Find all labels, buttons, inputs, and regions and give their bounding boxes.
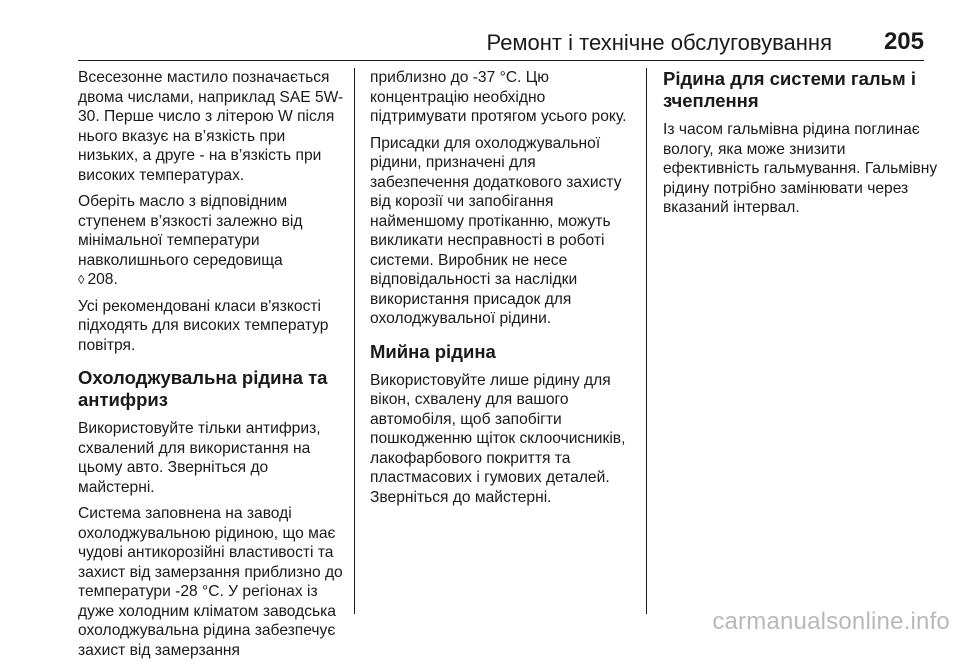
watermark: carmanualsonline.info xyxy=(712,608,950,635)
oil-viscosity-paragraph: Всесезонне мастило позначається двома числами, наприклад SAE 5W-30. Перше число з літерою W після нього вказує на в’язкість при низьких, а друге - на в’язкість при високих температурах. xyxy=(78,69,344,184)
concentration-paragraph: приблизно до -37 °С. Цю концентрацію необхідно підтримувати протягом усього року. xyxy=(370,69,627,125)
brake-fluid-heading: Рідина для системи гальм і зчеплення xyxy=(663,68,916,111)
brake-fluid-paragraph: Із часом гальмівна рідина поглинає вологу, яка може знизити ефективність гальмування. Гальмівну рідину потрібно замінювати через вказаний інтервал. xyxy=(663,121,938,216)
antifreeze-paragraph: Використовуйте тільки антифриз, схвалений для використання на цьому авто. Зверніться до майстерні. xyxy=(78,420,321,496)
column-divider-2 xyxy=(646,68,647,614)
column-1 xyxy=(78,68,346,667)
section-title: Ремонт і технічне обслуговування xyxy=(486,30,832,55)
page-reference[interactable] xyxy=(78,270,346,290)
oil-selection-paragraph xyxy=(78,192,346,290)
column-3 xyxy=(663,68,938,225)
page-header xyxy=(78,24,924,61)
reference-page: 208. xyxy=(87,271,118,288)
factory-fill-paragraph: Система заповнена на заводі охолоджувальною рідиною, що має чудові антикорозійні властивості та захист від замерзання приблизно до температури -28 °С. У регіонах із дуже холодним кліматом заводська охолоджувальна рідина забезпечує захист від замерзання xyxy=(78,505,343,659)
washer-fluid-heading: Мийна рідина xyxy=(370,340,496,362)
viscosity-classes-paragraph: Усі рекомендовані класи в'язкості підходять для високих температур повітря. xyxy=(78,297,329,354)
column-divider-1 xyxy=(354,68,355,614)
page-number: 205 xyxy=(883,28,924,55)
coolant-heading: Охолоджувальна рідина та антифриз xyxy=(78,367,328,410)
washer-fluid-paragraph: Використовуйте лише рідину для вікон, схвалену для вашого автомобіля, щоб запобігти пошкодженню щіток склоочисників, лакофарбового покриття та пластмасових і гумових деталей. Зверніться до майстерні. xyxy=(370,371,626,506)
coolant-additives-paragraph: Присадки для охолоджувальної рідини, призначені для забезпечення додаткового захисту від корозії чи запобігання найменшому протіканню, можуть викликати несправності в роботі системи. Виробник не несе відповідальності за наслідки використання присадок для охолоджувальної рідини. xyxy=(370,134,622,327)
reference-arrow-icon: ◊ xyxy=(78,272,85,287)
oil-selection-text: Оберіть масло з відповідним ступенем в’язкості залежно від мінімальної температури навколишнього середовища xyxy=(78,193,303,269)
column-2 xyxy=(370,68,638,514)
